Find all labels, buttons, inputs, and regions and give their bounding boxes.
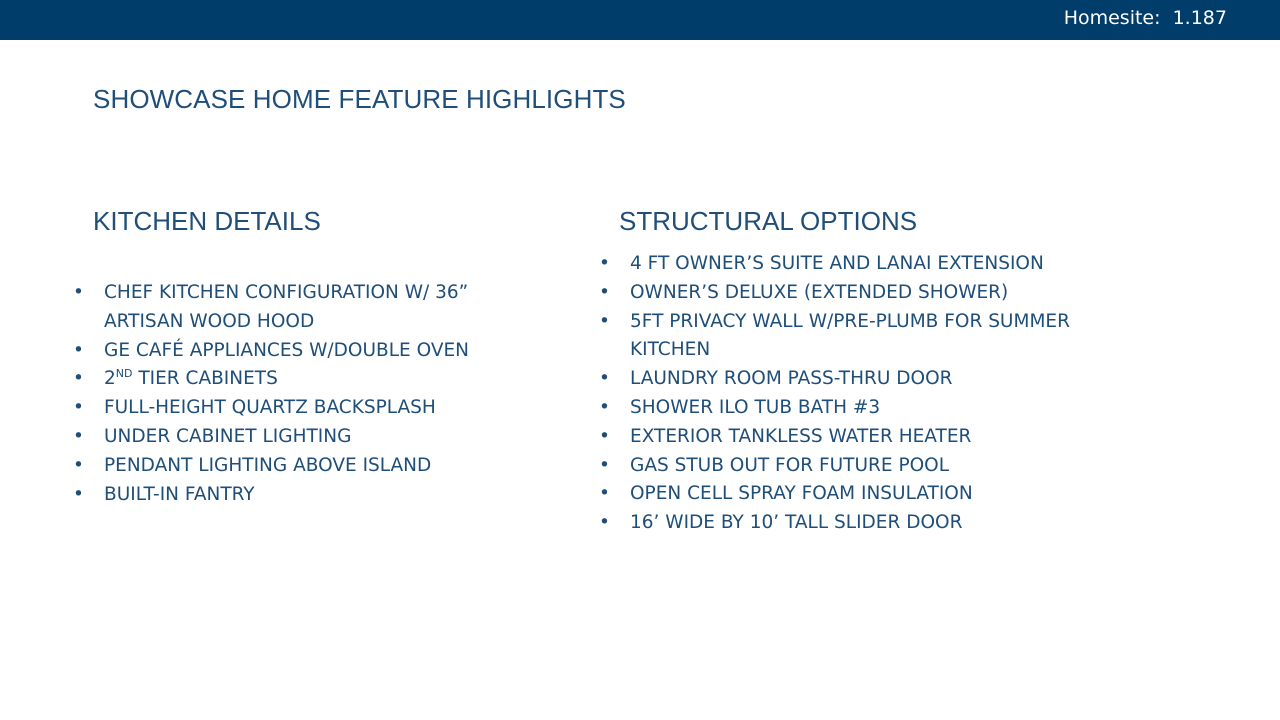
header-bar [0, 0, 1280, 40]
list-item-text: TIER CABINETS [132, 368, 278, 390]
page-title: SHOWCASE HOME FEATURE HIGHLIGHTS [93, 84, 626, 114]
structural-options-heading: STRUCTURAL OPTIONS [619, 206, 918, 236]
list-item: • OWNER’S DELUXE (EXTENDED SHOWER) [599, 279, 1079, 308]
list-item: • SHOWER ILO TUB BATH #3 [599, 394, 1079, 423]
list-item: • GAS STUB OUT FOR FUTURE POOL [599, 452, 1079, 481]
kitchen-details-heading: KITCHEN DETAILS [93, 206, 321, 236]
ordinal-number: 2 [104, 368, 116, 390]
list-item: • UNDER CABINET LIGHTING [73, 423, 513, 452]
list-item: • BUILT-IN FANTRY [73, 481, 513, 510]
list-item: • OPEN CELL SPRAY FOAM INSULATION [599, 480, 1079, 509]
kitchen-details-list [73, 279, 513, 509]
list-item: • LAUNDRY ROOM PASS-THRU DOOR [599, 365, 1079, 394]
list-item: • 5FT PRIVACY WALL W/PRE-PLUMB FOR SUMMER KITCHEN [599, 308, 1079, 366]
list-item: • CHEF KITCHEN CONFIGURATION W/ 36” ARTISAN WOOD HOOD [73, 279, 513, 337]
list-item: • GE CAFÉ APPLIANCES W/DOUBLE OVEN [73, 337, 513, 366]
homesite-label: Homesite: 1.187 [1063, 7, 1227, 29]
list-item: • EXTERIOR TANKLESS WATER HEATER [599, 423, 1079, 452]
list-item: • 16’ WIDE BY 10’ TALL SLIDER DOOR [599, 509, 1079, 538]
list-item: • 4 FT OWNER’S SUITE AND LANAI EXTENSION [599, 250, 1079, 279]
structural-options-list [599, 250, 1079, 538]
list-item [73, 365, 513, 394]
list-item: • PENDANT LIGHTING ABOVE ISLAND [73, 452, 513, 481]
list-item: • FULL-HEIGHT QUARTZ BACKSPLASH [73, 394, 513, 423]
ordinal-suffix: ND [115, 367, 133, 381]
